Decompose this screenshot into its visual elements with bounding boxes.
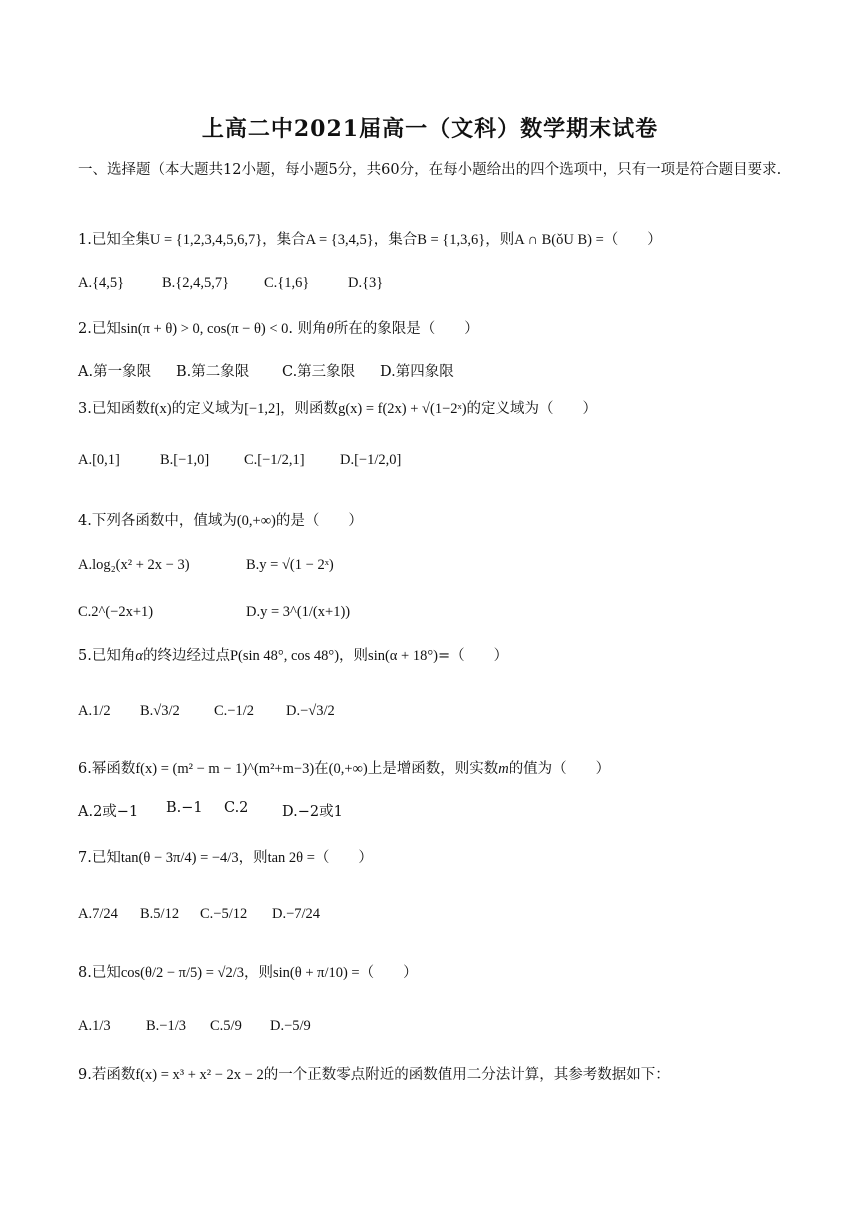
option-d: D.y = 3^(1/(x+1)) (246, 604, 351, 620)
tangent-target: tan 2θ = (267, 850, 315, 866)
option-a: A.log₂(x² + 2x − 3) (78, 557, 190, 573)
sine-target: sin(θ + π/10) = (273, 965, 360, 981)
option-d: D.[−1/2,0] (340, 452, 402, 468)
page-title: 上高二中2021届高一（文科）数学期末试卷 (201, 116, 659, 142)
option-a: A.{4,5} (78, 275, 125, 291)
power-function: f(x) = (m² − m − 1)^(m²+m−3) (135, 761, 315, 777)
tangent-condition: tan(θ − 3π/4) = −4/3 (120, 850, 239, 866)
option-b: B.5/12 (140, 906, 180, 922)
question-8: 8.已知cos(θ/2 − π/5) = √2/3，则sin(θ + π/10) =（ ） (78, 965, 418, 981)
option-b: B.−1 (166, 800, 203, 816)
option-d: D.−√3/2 (286, 703, 335, 719)
option-c: C.2^(−2x+1) (78, 604, 154, 620)
trig-condition: sin(π + θ) > 0, cos(π − θ) < 0 (120, 321, 289, 337)
question-7: 7.已知tan(θ − 3π/4) = −4/3，则tan 2θ =（ ） (78, 850, 373, 866)
cubic-function: f(x) = x³ + x² − 2x − 2 (135, 1067, 264, 1083)
option-c: C.[−1/2,1] (244, 452, 305, 468)
option-c: C.−5/12 (200, 906, 248, 922)
option-d: D.−2或1 (282, 804, 343, 820)
function-g: g(x) = f(2x) + √(1−2ˣ) (338, 401, 467, 417)
function-f: f(x) (149, 401, 172, 417)
question-1: 1.已知全集U = {1,2,3,4,5,6,7}，集合A = {3,4,5}，集合B = {1,3,6}，则A ∩ B(ǒU B) =（ ） (78, 232, 662, 248)
option-b: B.−1/3 (146, 1018, 187, 1034)
option-c: C.2 (224, 800, 249, 816)
option-d: D.第四象限 (380, 364, 454, 380)
option-d: D.−5/9 (270, 1018, 311, 1034)
option-a: A.1/2 (78, 703, 111, 719)
option-b: B.{2,4,5,7} (162, 275, 230, 291)
option-c: C.5/9 (210, 1018, 242, 1034)
point-p: P(sin 48°, cos 48°) (229, 648, 340, 664)
option-c: C.{1,6} (264, 275, 310, 291)
option-c: C.第三象限 (282, 364, 356, 380)
question-2: 2.已知sin(π + θ) > 0, cos(π − θ) < 0. 则角θ所在的象限是（ ） (78, 321, 479, 337)
option-a: A.7/24 (78, 906, 118, 922)
interval: (0,+∞) (328, 761, 368, 777)
option-a: A.[0,1] (78, 452, 120, 468)
question-6: 6.幂函数f(x) = (m² − m − 1)^(m²+m−3)在(0,+∞)上是增函数，则实数m的值为（ ） (78, 761, 611, 777)
set-u: U = {1,2,3,4,5,6,7} (149, 232, 263, 248)
option-a: A.2或−1 (78, 804, 139, 820)
domain-interval: [−1,2] (244, 401, 281, 417)
set-b: B = {1,3,6} (417, 232, 486, 248)
range-interval: (0,+∞) (236, 513, 276, 529)
option-b: B.√3/2 (140, 703, 180, 719)
option-b: B.第二象限 (176, 364, 250, 380)
option-c: C.−1/2 (214, 703, 255, 719)
set-expression: A ∩ B(ǒU B) = (514, 232, 604, 248)
question-9: 9.若函数f(x) = x³ + x² − 2x − 2的一个正数零点附近的函数值用二分法计算，其参考数据如下： (78, 1067, 670, 1083)
option-a: A.1/3 (78, 1018, 111, 1034)
option-b: B.y = √(1 − 2ˣ) (246, 557, 334, 573)
cosine-condition: cos(θ/2 − π/5) = √2/3 (120, 965, 244, 981)
section-heading: 一、选择题（本大题共12小题，每小题5分，共60分，在每小题给出的四个选项中，只有一项是符合题目要求. (78, 162, 782, 178)
option-b: B.[−1,0] (160, 452, 210, 468)
option-d: D.{3} (348, 275, 384, 291)
option-d: D.−7/24 (272, 906, 321, 922)
set-a: A = {3,4,5} (305, 232, 374, 248)
sine-expression: sin(α + 18°) (368, 648, 438, 664)
question-5: 5.已知角α的终边经过点P(sin 48°, cos 48°)，则sin(α + 18°)=（ ） (78, 648, 509, 664)
option-a: A.第一象限 (78, 364, 152, 380)
question-4: 4.下列各函数中，值域为(0,+∞)的是（ ） (78, 513, 363, 529)
question-3: 3.已知函数f(x)的定义域为[−1,2]，则函数g(x) = f(2x) + √(1−2ˣ)的定义域为（ ） (78, 401, 598, 417)
